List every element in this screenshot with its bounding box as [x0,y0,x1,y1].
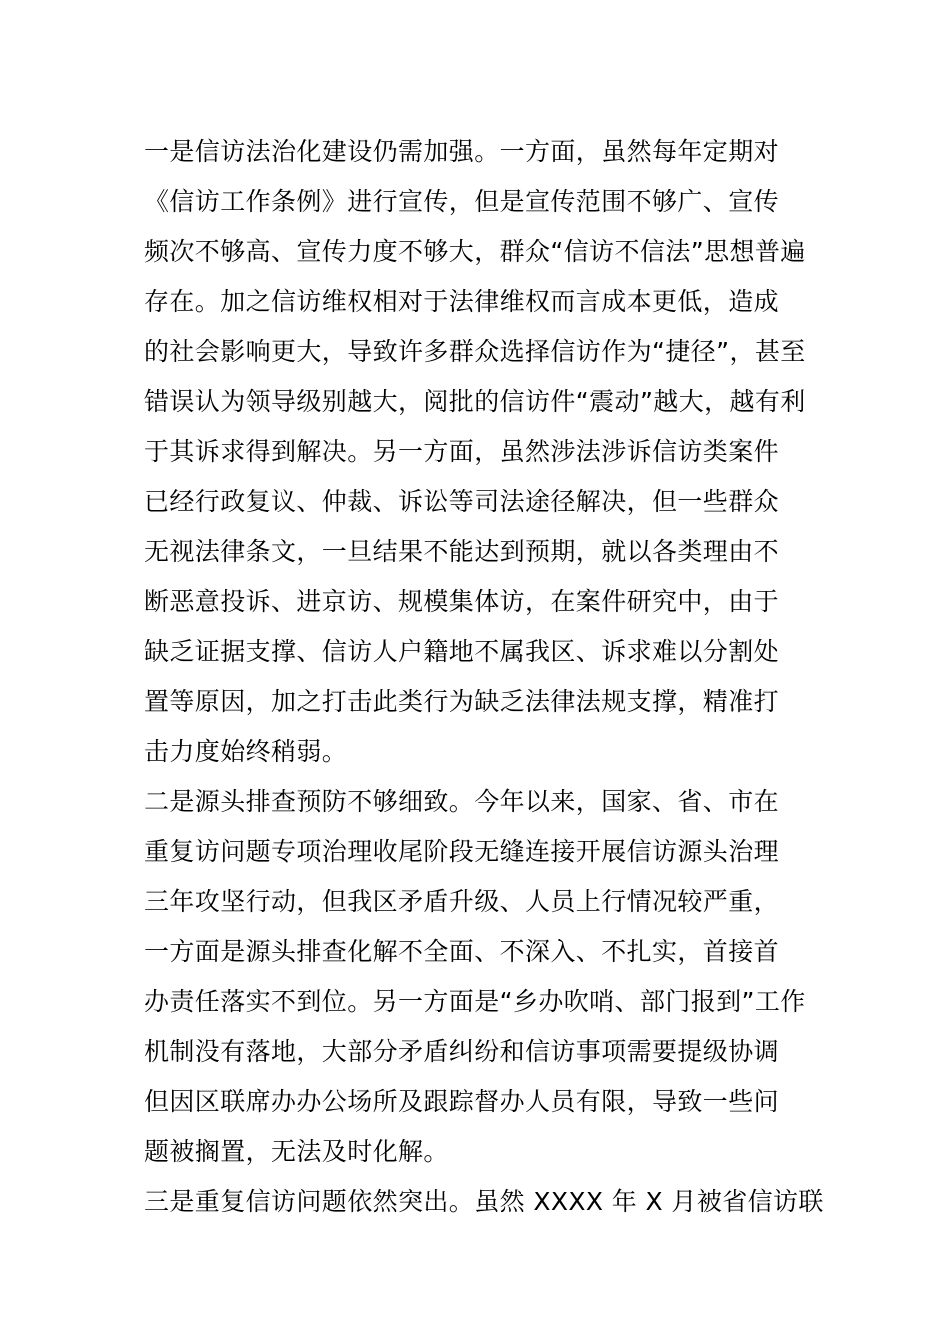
text-line: 一方面是源头排查化解不全面、不深入、不扎实，首接首 [144,937,780,966]
text-line: 重复访问题专项治理收尾阶段无缝连接开展信访源头治理 [144,837,780,866]
paragraph-2 [144,777,814,1177]
paragraph-3 [144,1177,824,1227]
paragraph-1 [144,127,814,777]
text-line: 存在。加之信访维权相对于法律维权而言成本更低，造成 [144,287,780,316]
text-line: 题被搁置，无法及时化解。 [144,1137,449,1166]
text-line: 的社会影响更大，导致许多群众选择信访作为“捷径”，甚至 [144,337,806,366]
text-line: 二是源头排查预防不够细致。今年以来，国家、省、市在 [144,787,780,816]
text-line: 于其诉求得到解决。另一方面，虽然涉法涉诉信访类案件 [144,437,780,466]
text-line: 《信访工作条例》进行宣传，但是宣传范围不够广、宣传 [144,187,780,216]
text-line: 办责任落实不到位。另一方面是“乡办吹哨、部门报到”工作 [144,987,806,1016]
text-line: 断恶意投诉、进京访、规模集体访，在案件研究中，由于 [144,587,780,616]
text-line: 一是信访法治化建设仍需加强。一方面，虽然每年定期对 [144,137,780,166]
text-line: 三年攻坚行动，但我区矛盾升级、人员上行情况较严重， [144,887,780,916]
text-line: 缺乏证据支撑、信访人户籍地不属我区、诉求难以分割处 [144,637,780,666]
text-line: 已经行政复议、仲裁、诉讼等司法途径解决，但一些群众 [144,487,780,516]
text-line: 击力度始终稍弱。 [144,737,348,766]
text-line: 错误认为领导级别越大，阅批的信访件“震动”越大，越有利 [144,387,806,416]
document-body [144,127,824,1227]
text-line: 机制没有落地，大部分矛盾纠纷和信访事项需要提级协调 [144,1037,780,1066]
text-line: 无视法律条文，一旦结果不能达到预期，就以各类理由不 [144,537,780,566]
text-line: 但因区联席办办公场所及跟踪督办人员有限，导致一些问 [144,1087,780,1116]
text-line: 置等原因，加之打击此类行为缺乏法律法规支撑，精准打 [144,687,780,716]
text-line: 频次不够高、宣传力度不够大，群众“信访不信法”思想普遍 [144,237,806,266]
text-line: 三是重复信访问题依然突出。虽然 XXXX 年 X 月被省信访联 [144,1187,824,1216]
